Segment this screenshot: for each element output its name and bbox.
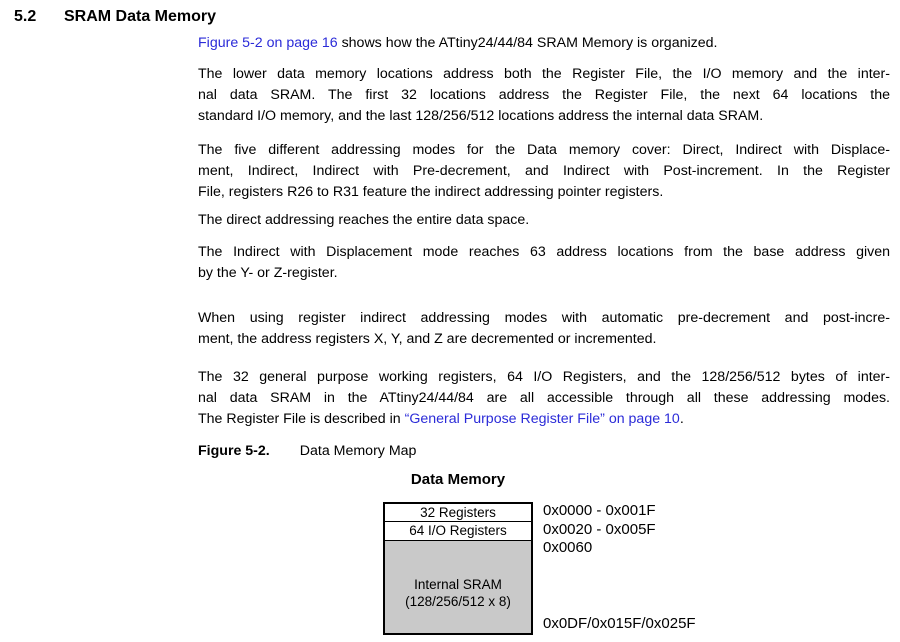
text-line bbox=[198, 242, 890, 263]
section-heading bbox=[14, 8, 216, 26]
memory-map-box bbox=[383, 502, 533, 635]
figure-caption bbox=[198, 443, 416, 459]
text-line bbox=[198, 140, 890, 161]
text-line bbox=[198, 33, 890, 54]
paragraph bbox=[198, 64, 890, 127]
text-segment: shows how the ATtiny24/44/84 SRAM Memory is organized. bbox=[337, 35, 718, 51]
section-number: 5.2 bbox=[14, 8, 37, 25]
text-segment: File, registers R26 to R31 feature the indirect addressing pointer registers. bbox=[198, 184, 664, 200]
text-segment: When using register indirect addressing modes with automatic pre-decrement and post-incre- bbox=[198, 310, 890, 326]
text-segment: nal data SRAM. The first 32 locations address the Register File, the next 64 locations the bbox=[198, 87, 890, 103]
address-range-registers: 0x0000 - 0x001F bbox=[543, 502, 656, 519]
memory-region-sram bbox=[385, 541, 531, 633]
text-segment: ment, the address registers X, Y, and Z are decremented or incremented. bbox=[198, 331, 657, 347]
paragraph bbox=[198, 242, 890, 284]
address-sram-end: 0x0DF/0x015F/0x025F bbox=[543, 615, 696, 632]
text-line bbox=[198, 182, 890, 203]
memory-row-registers: 32 Registers bbox=[385, 504, 531, 522]
figure-caption-label: Figure 5-2. bbox=[198, 443, 270, 459]
text-segment: by the Y- or Z-register. bbox=[198, 265, 338, 281]
text-line bbox=[198, 409, 890, 430]
paragraph bbox=[198, 367, 890, 430]
text-segment: The Register File is described in bbox=[198, 411, 405, 427]
text-line bbox=[198, 210, 890, 231]
paragraph bbox=[198, 308, 890, 350]
text-line bbox=[198, 367, 890, 388]
text-segment: The lower data memory locations address both the Register File, the I/O memory and the inter- bbox=[198, 66, 890, 82]
text-segment: The direct addressing reaches the entire data space. bbox=[198, 212, 530, 228]
text-line bbox=[198, 85, 890, 106]
cross-reference-link[interactable]: Figure 5-2 on page 16 bbox=[198, 35, 338, 51]
text-segment: . bbox=[679, 411, 684, 427]
sram-label-line2: (128/256/512 x 8) bbox=[405, 594, 511, 609]
paragraph bbox=[198, 210, 890, 231]
text-segment: The Indirect with Displacement mode reaches 63 address locations from the base address given bbox=[198, 244, 890, 260]
text-line bbox=[198, 329, 890, 350]
text-segment: ment, Indirect, Indirect with Pre-decrement, and Indirect with Post-increment. In the Register bbox=[198, 163, 890, 179]
paragraph bbox=[198, 140, 890, 203]
text-line bbox=[198, 64, 890, 85]
text-segment: The 32 general purpose working registers, 64 I/O Registers, and the 128/256/512 bytes of inter- bbox=[198, 369, 890, 385]
section-title: SRAM Data Memory bbox=[64, 8, 217, 25]
paragraph bbox=[198, 33, 890, 54]
paragraphs bbox=[198, 33, 890, 430]
address-sram-start: 0x0060 bbox=[543, 539, 593, 556]
text-line bbox=[198, 161, 890, 182]
text-segment: standard I/O memory, and the last 128/256/512 locations address the internal data SRAM. bbox=[198, 108, 764, 124]
text-line bbox=[198, 106, 890, 127]
text-line bbox=[198, 388, 890, 409]
figure-caption-title: Data Memory Map bbox=[299, 443, 417, 459]
address-range-io: 0x0020 - 0x005F bbox=[543, 521, 656, 538]
text-line bbox=[198, 308, 890, 329]
cross-reference-link[interactable]: “General Purpose Register File” on page 10 bbox=[404, 411, 680, 427]
text-segment: The five different addressing modes for the Data memory cover: Direct, Indirect with Displace- bbox=[198, 142, 890, 158]
memory-row-io: 64 I/O Registers bbox=[385, 522, 531, 541]
text-segment: nal data SRAM in the ATtiny24/44/84 are all accessible through all these addressing modes. bbox=[198, 390, 890, 406]
sram-label-line1: Internal SRAM bbox=[414, 577, 502, 592]
diagram-title: Data Memory bbox=[410, 471, 506, 488]
text-line bbox=[198, 263, 890, 284]
